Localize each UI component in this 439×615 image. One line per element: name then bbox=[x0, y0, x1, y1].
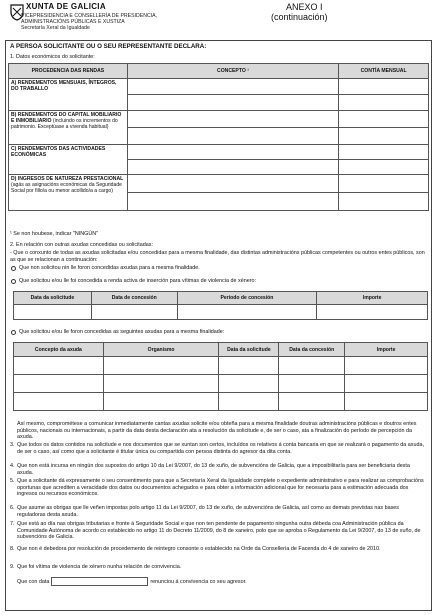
income-row-a-amount-2[interactable] bbox=[339, 95, 429, 111]
aid-header-amount: Importe bbox=[345, 343, 428, 357]
income-row-a-amount-1[interactable] bbox=[339, 79, 429, 95]
rai-cell-period[interactable] bbox=[177, 305, 317, 320]
declaration-title: A PERSOA SOLICITANTE OU O SEU REPRESENTANTE DECLARA: bbox=[10, 43, 207, 50]
income-header-source: PROCEDENCIA DAS RENDAS bbox=[9, 64, 128, 79]
rai-header-amount: Importe bbox=[317, 292, 428, 305]
income-header-amount: CONTÍA MENSUAL bbox=[339, 64, 429, 79]
item-7-text: Que está ao día nas obrigas tributarias e fronte á Seguridade Social e que non ten pendente de pagamento ningunha outra débeda coa Administración pública da Comunidade Autónoma de acordo co establecido no artigo 11 do Decreto 11/2009, do 8 de xaneiro, polo que se aproba o Regulamento da Lei 9/2007, do 13 de xuño, de subvencións de Galicia. bbox=[17, 521, 421, 541]
option-no-aid-label: Que non solicitou nin lle foron concedidas axudas para a mesma finalidade. bbox=[19, 265, 200, 271]
income-row-b-amount-2[interactable] bbox=[339, 128, 429, 145]
item-8-text: Que non é debedora por resolución de procedemento de reintegro consonte o establecido na Orde da Consellería de Facenda do 4 de xaneiro de 2010. bbox=[17, 546, 381, 552]
item-4-num: 4. bbox=[10, 463, 15, 469]
rai-header-request-date: Data da solicitude bbox=[14, 292, 92, 305]
rai-header-period: Período de concesión bbox=[177, 292, 317, 305]
income-row-a-concept-1[interactable] bbox=[127, 79, 338, 95]
item-9-num: 9. bbox=[10, 564, 15, 570]
org-name: XUNTA DE GALICIA bbox=[26, 2, 106, 11]
aid-header-concept: Concepto da axuda bbox=[14, 343, 104, 357]
income-row-b-concept-2[interactable] bbox=[127, 128, 338, 145]
rai-table bbox=[13, 291, 428, 320]
item-3-num: 3. bbox=[10, 442, 15, 448]
rai-cell-grant-date[interactable] bbox=[91, 305, 177, 320]
commitment-text: Así mesmo, comprométese a comunicar inmediatamente cantas axudas solicite e/ou obteña para a mesma finalidade doutras administracións públicas e doutros entes públicos, nacionais ou internacionais, a partir da data desta declaración ata a resolución da solicitude e, de ser o caso, ata a finalización do período de percepción da axuda. bbox=[17, 421, 417, 441]
income-row-b-label: B) RENDEMENTOS DO CAPITAL MOBILIARIO E INMOBILIARIO (incluindo os incrementos do patrimonio. Exceptúase a vivenda habitual) bbox=[9, 111, 128, 145]
aid-table-row bbox=[14, 357, 428, 375]
income-row-c-concept-1[interactable] bbox=[127, 145, 338, 160]
income-row-a-label: A) RENDEMENTOS MENSUAIS, ÍNTEGROS, DO TRABALLO bbox=[9, 79, 128, 111]
income-row-d-amount-1[interactable] bbox=[339, 175, 429, 193]
aid-header-organism: Organismo bbox=[103, 343, 219, 357]
item-3-text: Que todos os datos contidos na solicitude e nos documentos que se xuntan son certos, incluídos os relativos á conta bancaria en que se realizará o pagamento da axuda, de ser o caso, así como que a solicitante é titular única ou compartida con persoa distinta do agresor da dita conta. bbox=[17, 442, 424, 455]
aid-table-row bbox=[14, 393, 428, 411]
annex-title: ANEXO I bbox=[286, 2, 323, 12]
radio-other-aid[interactable] bbox=[11, 330, 16, 335]
aid-header-grant-date: Data da concesión bbox=[279, 343, 345, 357]
item-5-text: Que a solicitante dá expresamente o seu consentimento para que a Secretaría Xeral da Igualdade complete o expediente administrativo e para realizar as comprobacións oportunas que acrediten a veracidade dos datos ou documentos achegados e para obter a información adicional que for necesaria para a estimación adecuada dos ingresos ou recursos económicos. bbox=[17, 478, 424, 498]
item-8-num: 8. bbox=[10, 546, 15, 552]
item-2-intro: - Que o conxunto de todas as axudas solicitadas e/ou concedidas para a mesma finalidade, das distintas administracións públicas competentes ou outros entes públicos, son as que se relacionan a continuación: bbox=[10, 250, 425, 263]
income-footnote: ¹ Se non houbese, indicar "NINGÚN" bbox=[10, 231, 99, 237]
page-header bbox=[0, 0, 439, 38]
income-row-b-concept-1[interactable] bbox=[127, 111, 338, 128]
aid-table-row bbox=[14, 375, 428, 393]
item-6-num: 6. bbox=[10, 505, 15, 511]
income-row-a-concept-2[interactable] bbox=[127, 95, 338, 111]
income-table bbox=[8, 63, 429, 211]
radio-no-aid[interactable] bbox=[11, 266, 16, 271]
income-row-d-concept-2[interactable] bbox=[127, 193, 338, 211]
income-row-c-amount-2[interactable] bbox=[339, 160, 429, 175]
income-row-d-label: D) INGRESOS DE NATUREZA PRESTACIONAL (agás as asignacións económicas da Seguridade Social por fillo/a ou menor acollido/a a cargo) bbox=[9, 175, 128, 211]
income-row-c-concept-2[interactable] bbox=[127, 160, 338, 175]
item-2-title: 2. En relación con outras axudas concedidas ou solicitadas: bbox=[10, 242, 153, 248]
income-row-d-concept-1[interactable] bbox=[127, 175, 338, 193]
option-other-aid-label: Que solicitou e/ou lle foron concedidas as seguintes axudas para a mesma finalidade: bbox=[19, 329, 225, 335]
aid-header-request-date: Data da solicitude bbox=[219, 343, 279, 357]
income-row-c-amount-1[interactable] bbox=[339, 145, 429, 160]
aid-table bbox=[13, 342, 428, 411]
item-7-num: 7. bbox=[10, 521, 15, 527]
rai-cell-request-date[interactable] bbox=[14, 305, 92, 320]
rai-header-grant-date: Data de concesión bbox=[91, 292, 177, 305]
item-4-text: Que non está incursa en ningún dos supostos do artigo 10 da Lei 9/2007, do 13 de xuño, de subvencións de Galicia, que a imposibilitaría para ser beneficiaria desta axuda. bbox=[17, 463, 410, 476]
item-9-text: Que foi vítima de violencia de xénero nunha relación de convivencia. bbox=[17, 564, 182, 570]
annex-subtitle: (continuación) bbox=[271, 12, 328, 22]
item-1-label: 1. Datos económicos do solicitante: bbox=[10, 54, 95, 60]
option-rai-violence-label: Que solicitou e/ou lle foi concedida a renda activa de inserción para vítimas de violencia de xénero: bbox=[19, 278, 257, 284]
income-row-b-amount-1[interactable] bbox=[339, 111, 429, 128]
income-row-c-label: C) RENDEMENTOS DAS ACTIVIDADES ECONÓMICAS bbox=[9, 145, 128, 175]
item-5-num: 5. bbox=[10, 478, 15, 484]
renunciation-date-field[interactable] bbox=[51, 577, 148, 586]
income-header-concept: CONCEPTO ¹ bbox=[127, 64, 338, 79]
radio-rai-violence[interactable] bbox=[11, 279, 16, 284]
item-9-date-line: Que con data renunciou á convivencia co seu agresor. bbox=[17, 578, 247, 585]
income-row-d-amount-2[interactable] bbox=[339, 193, 429, 211]
org-subtitle: VICEPRESIDENCIA E CONSELLERÍA DE PRESIDENCIA, ADMINISTRACIÓNS PÚBLICAS E XUSTIZA Secretaría Xeral da Igualdade bbox=[21, 13, 158, 31]
rai-cell-amount[interactable] bbox=[317, 305, 428, 320]
item-6-text: Que asume as obrigas que lle veñen impostas polo artigo 11 da Lei 9/2007, do 13 de xuño, de subvencións de Galicia, así como as demais previstas nas bases reguladoras desta axuda. bbox=[17, 505, 399, 518]
